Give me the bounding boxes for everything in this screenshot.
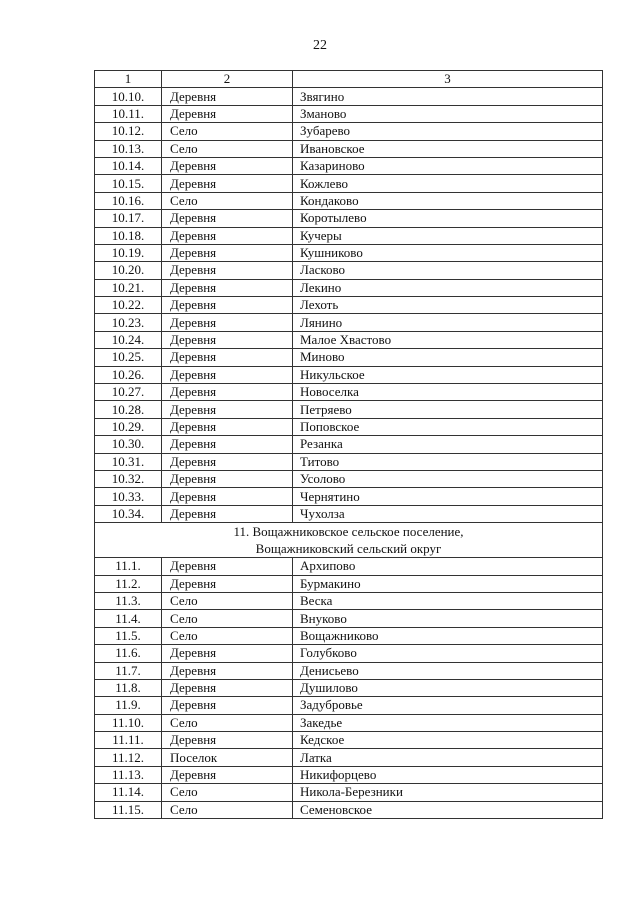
table-row [95,732,603,749]
row-number: 10.29. [95,418,162,435]
row-number: 10.24. [95,331,162,348]
table-row [95,227,603,244]
table-row [95,175,603,192]
settlement-name: Веска [293,592,603,609]
settlement-name: Ивановское [293,140,603,157]
settlement-name: Лехоть [293,297,603,314]
row-number: 11.11. [95,732,162,749]
row-number: 10.25. [95,349,162,366]
settlement-type: Деревня [162,470,293,487]
row-number: 10.17. [95,210,162,227]
settlement-type: Село [162,192,293,209]
settlement-name: Усолово [293,470,603,487]
settlement-name: Никульское [293,366,603,383]
settlement-type: Деревня [162,279,293,296]
settlement-type: Деревня [162,88,293,105]
settlement-type: Село [162,123,293,140]
settlement-type: Деревня [162,210,293,227]
row-number: 10.31. [95,453,162,470]
settlement-type: Село [162,801,293,818]
settlement-name: Кушниково [293,244,603,261]
settlement-name: Семеновское [293,801,603,818]
settlement-name: Денисьево [293,662,603,679]
table-row [95,105,603,122]
settlement-type: Деревня [162,384,293,401]
settlement-type: Деревня [162,575,293,592]
table-row [95,349,603,366]
settlement-name: Поповское [293,418,603,435]
row-number: 11.9. [95,697,162,714]
table-row [95,88,603,105]
settlement-type: Деревня [162,645,293,662]
row-number: 11.10. [95,714,162,731]
settlement-name: Звягино [293,88,603,105]
settlement-name: Чухолза [293,505,603,522]
table-row [95,453,603,470]
settlement-type: Деревня [162,488,293,505]
row-number: 11.3. [95,592,162,609]
row-number: 11.7. [95,662,162,679]
table-row [95,366,603,383]
row-number: 10.23. [95,314,162,331]
header-col-1: 1 [95,71,162,88]
table-row [95,575,603,592]
row-number: 10.34. [95,505,162,522]
settlement-name: Душилово [293,679,603,696]
settlement-name: Зманово [293,105,603,122]
table-row [95,697,603,714]
section-title [95,523,603,558]
table-row [95,784,603,801]
settlement-type: Село [162,592,293,609]
row-number: 10.27. [95,384,162,401]
row-number: 10.33. [95,488,162,505]
row-number: 11.8. [95,679,162,696]
settlement-type: Деревня [162,331,293,348]
settlement-type: Деревня [162,349,293,366]
table-row [95,262,603,279]
header-col-3: 3 [293,71,603,88]
row-number: 11.12. [95,749,162,766]
settlement-type: Село [162,140,293,157]
settlement-name: Малое Хвастово [293,331,603,348]
settlement-type: Деревня [162,297,293,314]
table-row [95,488,603,505]
settlement-name: Кожлево [293,175,603,192]
settlement-type: Деревня [162,401,293,418]
row-number: 10.18. [95,227,162,244]
row-number: 10.14. [95,157,162,174]
row-number: 10.20. [95,262,162,279]
table-row [95,192,603,209]
table-row [95,123,603,140]
table-row [95,627,603,644]
row-number: 10.30. [95,436,162,453]
settlement-name: Новоселка [293,384,603,401]
table-row [95,297,603,314]
row-number: 10.13. [95,140,162,157]
settlement-name: Внуково [293,610,603,627]
settlement-type: Село [162,610,293,627]
settlement-type: Поселок [162,749,293,766]
table-row [95,157,603,174]
table-row [95,418,603,435]
table-row [95,505,603,522]
table-row [95,662,603,679]
table-row [95,645,603,662]
table-row [95,714,603,731]
settlement-name: Латка [293,749,603,766]
settlement-type: Деревня [162,366,293,383]
settlement-type: Село [162,714,293,731]
settlement-name: Титово [293,453,603,470]
section-title-line: 11. Вощажниковское сельское поселение, [233,524,464,540]
row-number: 11.2. [95,575,162,592]
settlement-type: Деревня [162,558,293,575]
settlement-name: Голубково [293,645,603,662]
row-number: 11.5. [95,627,162,644]
settlements-table [94,70,603,819]
settlement-type: Деревня [162,662,293,679]
table-body [95,71,603,819]
row-number: 10.32. [95,470,162,487]
row-number: 11.14. [95,784,162,801]
settlement-name: Вощажниково [293,627,603,644]
settlement-type: Деревня [162,436,293,453]
settlement-name: Казариново [293,157,603,174]
settlement-name: Петряево [293,401,603,418]
table-row [95,610,603,627]
settlement-type: Деревня [162,732,293,749]
settlement-name: Резанка [293,436,603,453]
settlement-type: Деревня [162,227,293,244]
table-header-row [95,71,603,88]
section-header-row [95,523,603,558]
settlement-name: Ласково [293,262,603,279]
settlement-type: Деревня [162,175,293,192]
table-row [95,140,603,157]
header-col-2: 2 [162,71,293,88]
settlement-name: Коротылево [293,210,603,227]
row-number: 10.15. [95,175,162,192]
settlement-name: Никифорцево [293,766,603,783]
settlement-type: Деревня [162,157,293,174]
row-number: 11.4. [95,610,162,627]
table-row [95,244,603,261]
settlement-name: Лянино [293,314,603,331]
table-row [95,592,603,609]
row-number: 11.15. [95,801,162,818]
table-row [95,279,603,296]
row-number: 10.16. [95,192,162,209]
table-row [95,210,603,227]
settlement-name: Кедское [293,732,603,749]
table-row [95,384,603,401]
settlement-name: Чернятино [293,488,603,505]
row-number: 10.10. [95,88,162,105]
row-number: 10.11. [95,105,162,122]
row-number: 10.19. [95,244,162,261]
settlement-type: Деревня [162,766,293,783]
table-row [95,331,603,348]
table-row [95,558,603,575]
table-row [95,679,603,696]
settlement-name: Зубарево [293,123,603,140]
row-number: 10.28. [95,401,162,418]
table-row [95,401,603,418]
settlement-name: Миново [293,349,603,366]
row-number: 11.6. [95,645,162,662]
section-title-line: Вощажниковский сельский округ [255,541,442,557]
table-row [95,436,603,453]
settlement-type: Деревня [162,697,293,714]
settlement-name: Закедье [293,714,603,731]
row-number: 11.13. [95,766,162,783]
table-row [95,801,603,818]
row-number: 10.12. [95,123,162,140]
settlement-type: Село [162,627,293,644]
table-row [95,314,603,331]
settlement-type: Деревня [162,314,293,331]
settlement-type: Деревня [162,262,293,279]
settlement-name: Никола-Березники [293,784,603,801]
table-row [95,470,603,487]
settlement-name: Бурмакино [293,575,603,592]
settlement-type: Деревня [162,453,293,470]
row-number: 10.21. [95,279,162,296]
table-row [95,766,603,783]
settlement-type: Деревня [162,244,293,261]
table-row [95,749,603,766]
settlement-type: Село [162,784,293,801]
page-number: 22 [313,38,327,53]
row-number: 10.26. [95,366,162,383]
settlement-type: Деревня [162,505,293,522]
settlement-name: Архипово [293,558,603,575]
row-number: 10.22. [95,297,162,314]
settlement-name: Лекино [293,279,603,296]
settlement-type: Деревня [162,105,293,122]
settlement-name: Задубровье [293,697,603,714]
settlement-name: Кучеры [293,227,603,244]
settlement-type: Деревня [162,418,293,435]
settlement-type: Деревня [162,679,293,696]
settlement-name: Кондаково [293,192,603,209]
row-number: 11.1. [95,558,162,575]
